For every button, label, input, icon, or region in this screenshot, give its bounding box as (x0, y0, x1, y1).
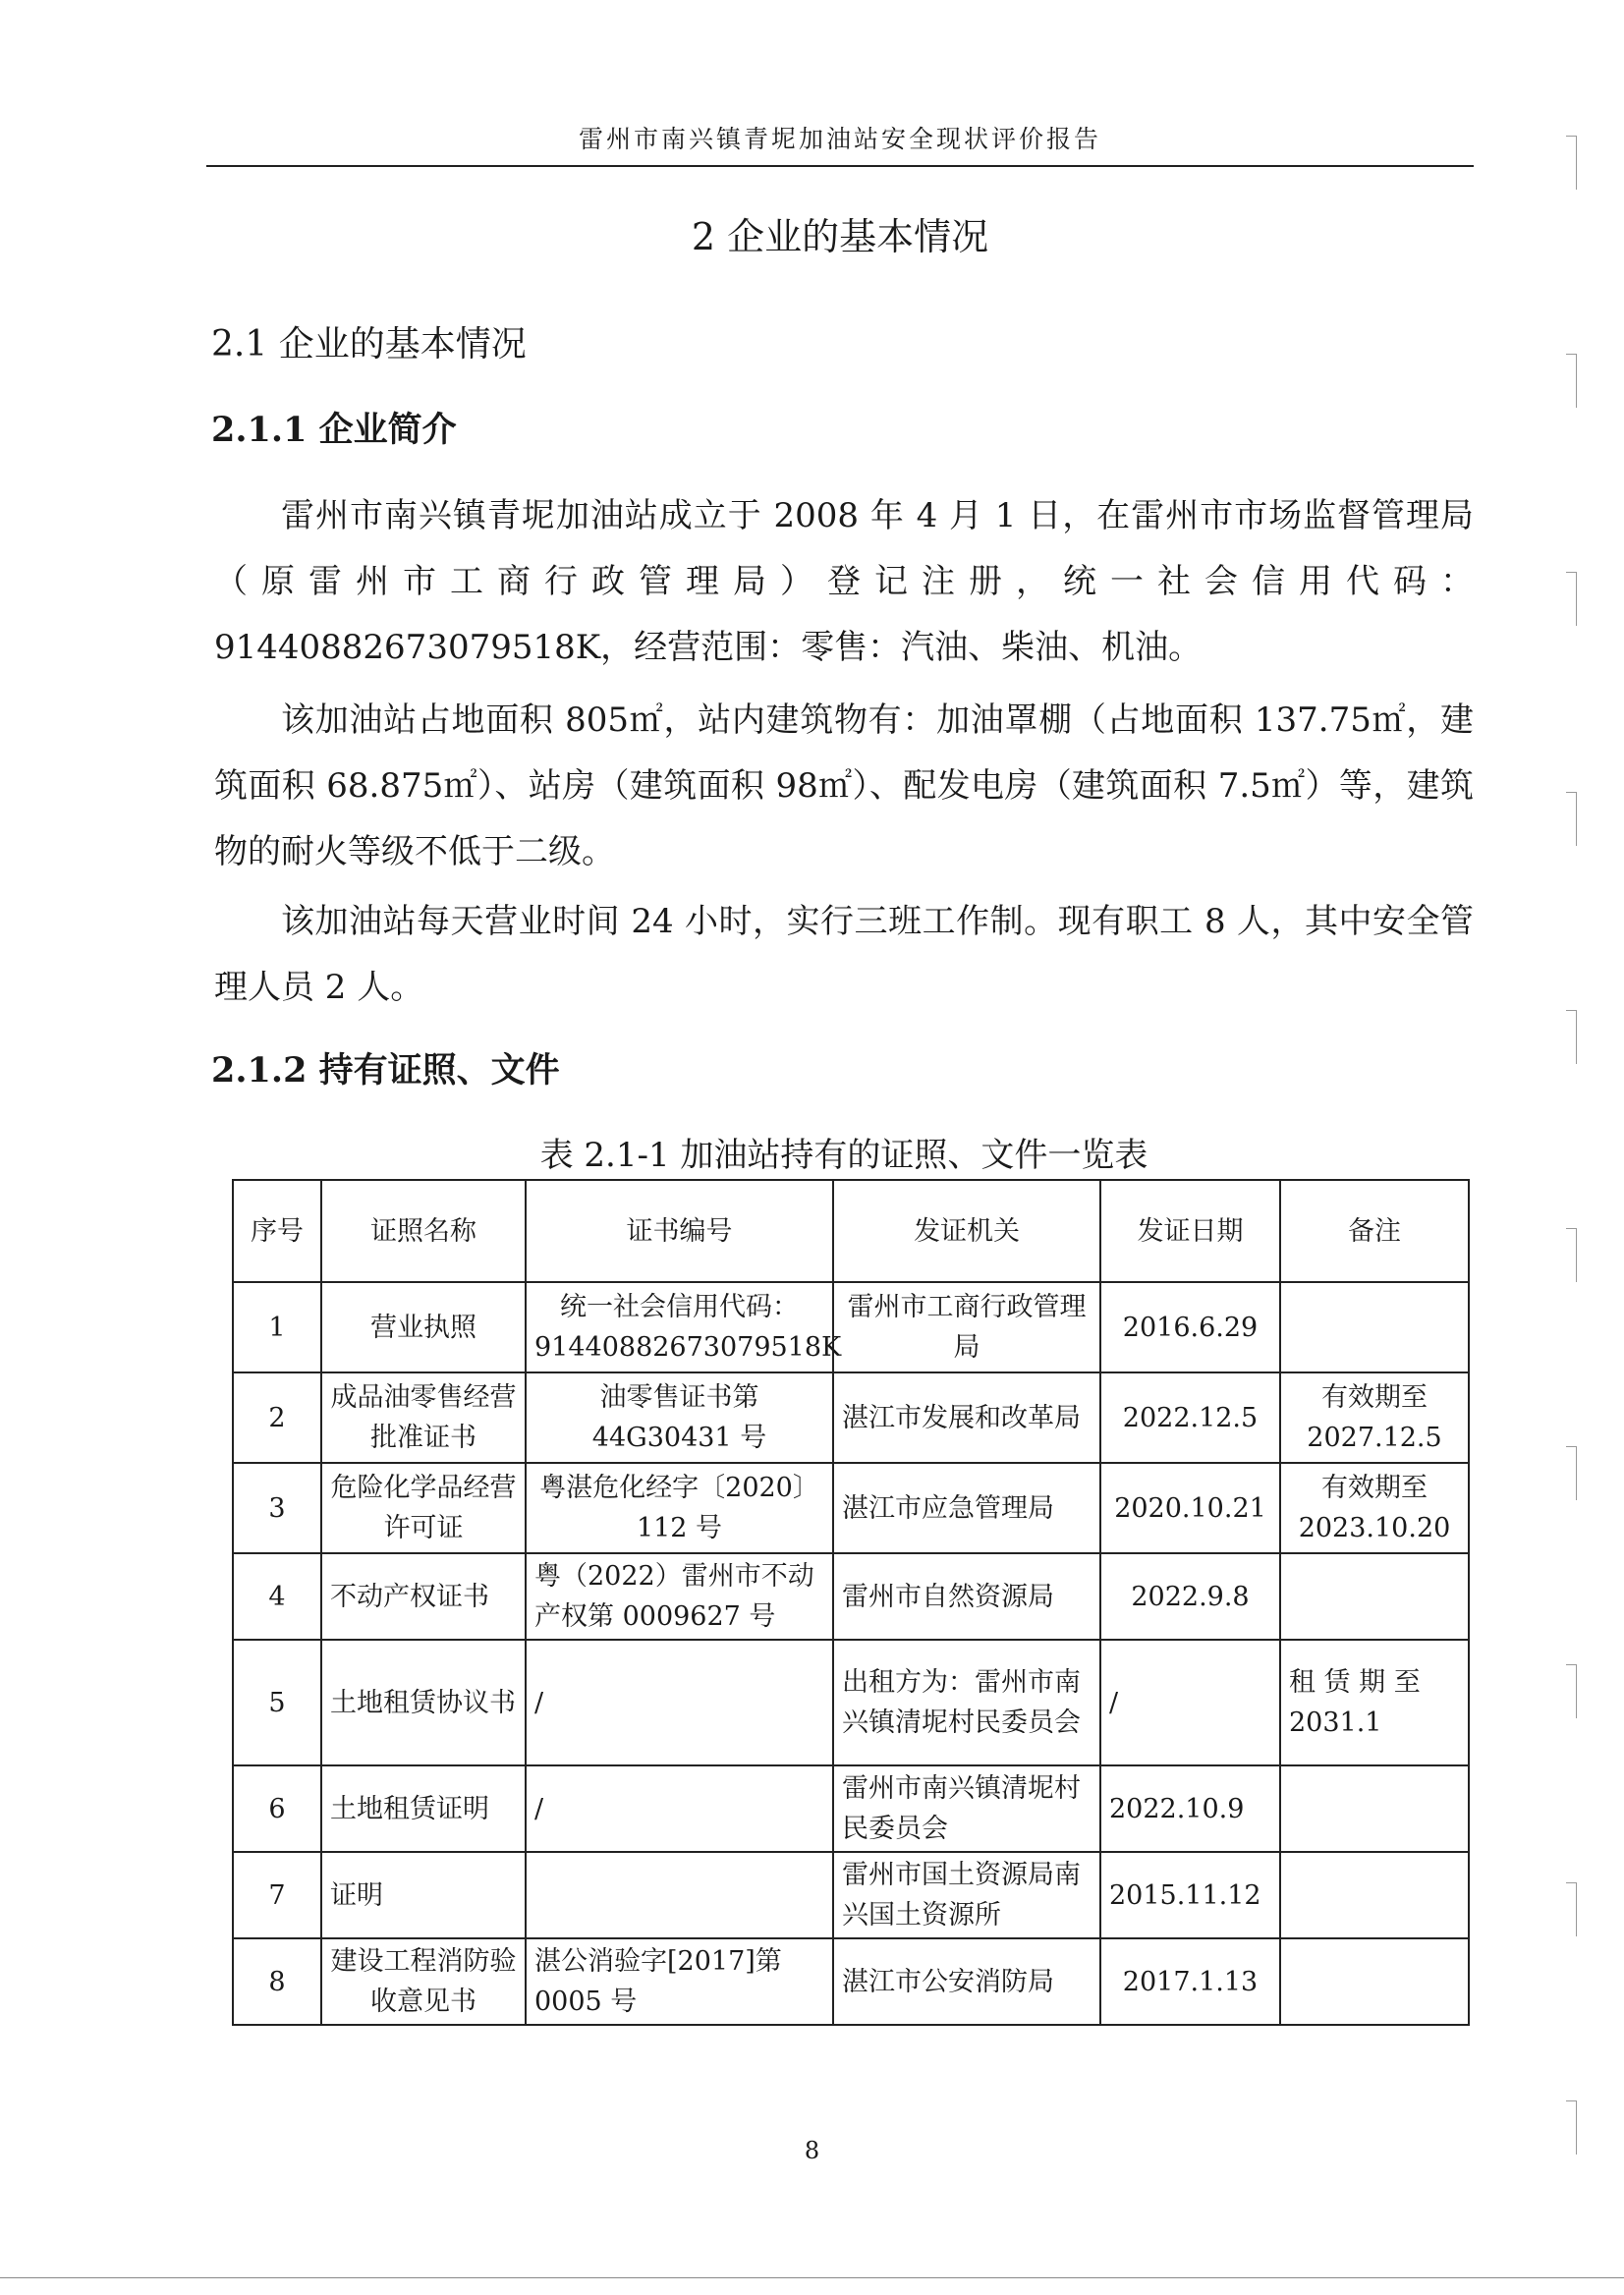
binding-mark (1566, 1664, 1577, 1718)
table-cell: 湛江市应急管理局 (833, 1463, 1100, 1553)
section-heading-2-1-2: 2.1.2 持有证照、文件 (211, 1050, 560, 1091)
chapter-title: 2 企业的基本情况 (691, 215, 989, 258)
header-cell: 证书编号 (526, 1180, 833, 1282)
table-cell (526, 1852, 833, 1938)
table-cell: 湛公消验字[2017]第0005 号 (526, 1938, 833, 2025)
table-cell: 湛江市公安消防局 (833, 1938, 1100, 2025)
binding-mark (1566, 1882, 1577, 1936)
certificates-table (232, 1179, 1470, 2026)
binding-mark (1566, 354, 1577, 408)
table-cell: 营业执照 (321, 1282, 526, 1372)
table-cell: 粤湛危化经字〔2020〕112 号 (526, 1463, 833, 1553)
table-cell: 土地租赁证明 (321, 1765, 526, 1852)
table-cell: 危险化学品经营许可证 (321, 1463, 526, 1553)
table-cell: / (526, 1640, 833, 1765)
table-caption: 表 2.1-1 加油站持有的证照、文件一览表 (539, 1136, 1148, 1175)
table-cell: 2020.10.21 (1100, 1463, 1280, 1553)
header-cell: 发证日期 (1100, 1180, 1280, 1282)
table-header-row (233, 1180, 1469, 1282)
table-cell: 4 (233, 1553, 321, 1640)
table-row (233, 1372, 1469, 1463)
table-cell: 雷州市南兴镇清坭村民委员会 (833, 1765, 1100, 1852)
body-paragraph: 该加油站占地面积 805㎡，站内建筑物有：加油罩棚（占地面积 137.75㎡，建筑面积 68.875㎡）、站房（建筑面积 98㎡）、配发电房（建筑面积 7.5㎡）等，建筑物的耐火等级不低于二级。 (214, 700, 1474, 871)
table-row (233, 1640, 1469, 1765)
header-cell: 备注 (1280, 1180, 1469, 1282)
table-cell: 2017.1.13 (1100, 1938, 1280, 2025)
table-cell: / (526, 1765, 833, 1852)
table-cell: 8 (233, 1938, 321, 2025)
table-cell: 湛江市发展和改革局 (833, 1372, 1100, 1463)
header-rule (206, 165, 1474, 167)
binding-mark (1566, 572, 1577, 626)
table-cell: 土地租赁协议书 (321, 1640, 526, 1765)
table-row (233, 1765, 1469, 1852)
table-cell: 有效期至2023.10.20 (1280, 1463, 1469, 1553)
table-cell: / (1100, 1640, 1280, 1765)
table-cell: 2022.12.5 (1100, 1372, 1280, 1463)
table-cell (1280, 1553, 1469, 1640)
table-cell: 不动产权证书 (321, 1553, 526, 1640)
table-row (233, 1553, 1469, 1640)
table-cell: 有效期至2027.12.5 (1280, 1372, 1469, 1463)
table-row (233, 1282, 1469, 1372)
table-cell: 油零售证书第44G30431 号 (526, 1372, 833, 1463)
table-cell: 2022.10.9 (1100, 1765, 1280, 1852)
table-cell (1280, 1765, 1469, 1852)
table-cell: 3 (233, 1463, 321, 1553)
table-cell: 5 (233, 1640, 321, 1765)
table-cell (1280, 1938, 1469, 2025)
header-cell: 证照名称 (321, 1180, 526, 1282)
table-cell: 建设工程消防验收意见书 (321, 1938, 526, 2025)
table-cell: 2015.11.12 (1100, 1852, 1280, 1938)
bottom-rule (0, 2277, 1624, 2278)
table-cell: 7 (233, 1852, 321, 1938)
table-cell: 雷州市自然资源局 (833, 1553, 1100, 1640)
binding-mark (1566, 136, 1577, 190)
table-row (233, 1852, 1469, 1938)
table-cell: 1 (233, 1282, 321, 1372)
header-cell: 发证机关 (833, 1180, 1100, 1282)
table-cell: 2022.9.8 (1100, 1553, 1280, 1640)
table-cell: 2 (233, 1372, 321, 1463)
binding-mark (1566, 1446, 1577, 1500)
table-row (233, 1463, 1469, 1553)
table-cell: 6 (233, 1765, 321, 1852)
section-heading-2-1-1: 2.1.1 企业简介 (211, 410, 457, 450)
table-cell (1280, 1282, 1469, 1372)
page-number: 8 (804, 2137, 820, 2164)
table-cell (1280, 1852, 1469, 1938)
table-row (233, 1938, 1469, 2025)
table-cell: 出租方为：雷州市南兴镇清坭村民委员会 (833, 1640, 1100, 1765)
body-paragraph: 雷州市南兴镇青坭加油站成立于 2008 年 4 月 1 日，在雷州市市场监督管理局（原雷州市工商行政管理局）登记注册，统一社会信用代码：91440882673079518K，经营范围：零售：汽油、柴油、机油。 (214, 496, 1474, 667)
table-cell: 雷州市国土资源局南兴国土资源所 (833, 1852, 1100, 1938)
binding-mark (1566, 1010, 1577, 1064)
table-cell: 证明 (321, 1852, 526, 1938)
binding-mark (1566, 1228, 1577, 1282)
table-cell: 统一社会信用代码：91440882673079518K (526, 1282, 833, 1372)
table-cell: 租 赁 期 至2031.1 (1280, 1640, 1469, 1765)
table-cell: 雷州市工商行政管理局 (833, 1282, 1100, 1372)
binding-mark (1566, 792, 1577, 846)
table-cell: 2016.6.29 (1100, 1282, 1280, 1372)
running-header: 雷州市南兴镇青坭加油站安全现状评价报告 (578, 125, 1101, 153)
header-cell: 序号 (233, 1180, 321, 1282)
table-cell: 粤（2022）雷州市不动产权第 0009627 号 (526, 1553, 833, 1640)
body-paragraph: 该加油站每天营业时间 24 小时，实行三班工作制。现有职工 8 人，其中安全管理人员 2 人。 (214, 902, 1474, 1007)
section-heading-2-1: 2.1 企业的基本情况 (211, 324, 527, 364)
table-cell: 成品油零售经营批准证书 (321, 1372, 526, 1463)
